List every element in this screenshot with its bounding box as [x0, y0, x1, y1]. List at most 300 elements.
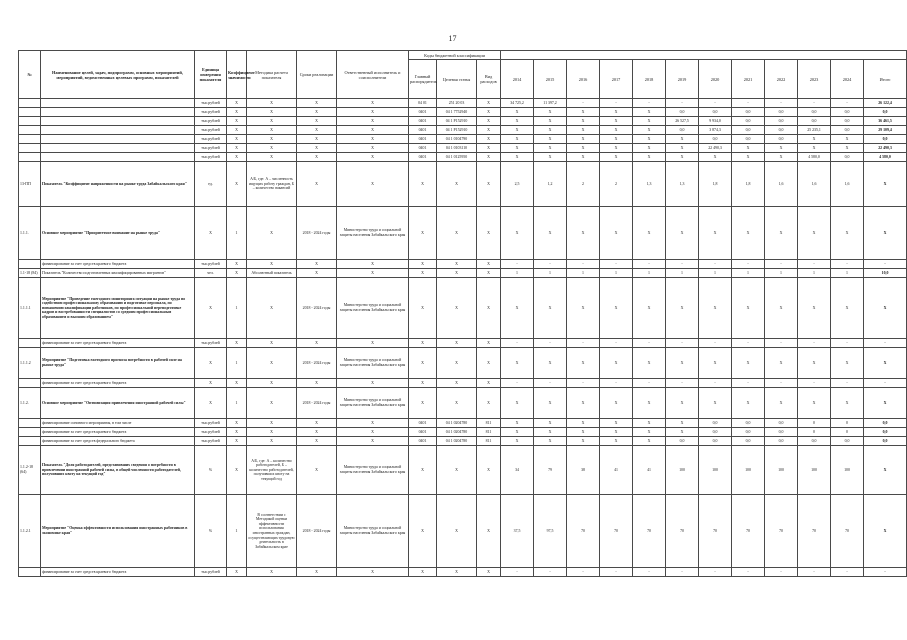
table-cell: - [600, 379, 633, 388]
row-title-cell: Мероприятие "Проведение ежегодного мониторинга ситуации на рынке труда по содействию профессиональному образованию и подготовке персонала, по повышению квалификации работников, по профессиональной переподготовке кадров и востребованности специалистов со средним профессиональным образованием и высшим образованием" [41, 278, 195, 339]
total-cell: 26 122,4 [864, 99, 907, 108]
table-cell [19, 260, 41, 269]
table-cell: X [297, 117, 337, 126]
table-cell: Министерство труда и социальной защиты населения Забайкальского края [337, 278, 409, 339]
table-row [19, 126, 907, 135]
table-cell: X [798, 388, 831, 419]
header-cell-empty [501, 51, 907, 60]
table-cell: X [337, 126, 409, 135]
table-cell: X [409, 260, 437, 269]
table-cell: 0,0 [765, 437, 798, 446]
table-cell: - [534, 260, 567, 269]
table-cell: X [831, 144, 864, 153]
table-cell: X [633, 126, 666, 135]
table-cell: X [501, 388, 534, 419]
total-cell: - [864, 339, 907, 348]
table-cell: - [666, 99, 699, 108]
year-header: 2018 [633, 60, 666, 99]
table-cell: - [534, 339, 567, 348]
table-cell: X [633, 388, 666, 419]
row-title-cell: Показатель "Коэффициент напряженности на рынке труда Забайкальского края" [41, 162, 195, 207]
table-cell: 1,3 [666, 162, 699, 207]
table-cell: X [501, 135, 534, 144]
table-cell: X [227, 135, 247, 144]
table-cell: 0,0 [765, 108, 798, 117]
table-cell: X [477, 339, 501, 348]
table-cell: Министерство труда и социальной защиты населения Забайкальского края [337, 495, 409, 568]
table-cell: X [247, 339, 297, 348]
row-title-cell [41, 108, 195, 117]
table-cell: X [633, 437, 666, 446]
table-cell: 2018 - 2024 годы [297, 348, 337, 379]
header-cell: Ответственный исполнитель и соисполнители [337, 51, 409, 99]
table-cell: X [337, 437, 409, 446]
table-cell [19, 568, 41, 577]
row-title-cell: Основное мероприятие "Приоритетное внимание на рынке труда" [41, 207, 195, 260]
table-cell: X [798, 348, 831, 379]
table-cell: X [477, 269, 501, 278]
table-row [19, 495, 907, 568]
table-cell [19, 153, 41, 162]
table-cell: X [501, 437, 534, 446]
table-cell [19, 437, 41, 446]
table-cell: X [297, 135, 337, 144]
table-cell: X [247, 207, 297, 260]
table-cell [19, 419, 41, 428]
table-cell: - [699, 379, 732, 388]
table-cell: X [247, 388, 297, 419]
table-cell: X [567, 153, 600, 162]
table-cell: X [765, 388, 798, 419]
table-cell: тыс.рублей [195, 135, 227, 144]
table-cell: X [247, 135, 297, 144]
row-title-cell: финансирование за счет средств краевого бюджета [41, 339, 195, 348]
table-cell: 2018 - 2024 годы [297, 207, 337, 260]
table-cell: X [297, 144, 337, 153]
table-cell: X [297, 419, 337, 428]
table-cell: X [227, 379, 247, 388]
table-cell: 04 1 0204780 [437, 428, 477, 437]
table-cell: X [337, 135, 409, 144]
total-cell: X [864, 348, 907, 379]
table-cell: 1 [227, 388, 247, 419]
table-cell: 04 1 0104790 [437, 135, 477, 144]
table-cell: X [247, 108, 297, 117]
table-cell: X [247, 428, 297, 437]
table-cell: 0,0 [666, 126, 699, 135]
total-cell: 0,0 [864, 135, 907, 144]
year-header: 2015 [534, 60, 567, 99]
table-cell: 70 [600, 495, 633, 568]
table-cell: X [699, 207, 732, 260]
table-cell: 70 [567, 495, 600, 568]
table-cell: 0,0 [765, 126, 798, 135]
table-row [19, 260, 907, 269]
table-cell: X [732, 278, 765, 339]
total-cell: - [864, 379, 907, 388]
table-cell: - [831, 99, 864, 108]
table-cell: X [633, 117, 666, 126]
table-cell: X [409, 339, 437, 348]
total-cell: X [864, 446, 907, 495]
table-cell: X [600, 153, 633, 162]
table-cell: % [195, 446, 227, 495]
table-cell: 0,0 [798, 117, 831, 126]
table-cell [19, 428, 41, 437]
year-header: 2014 [501, 60, 534, 99]
table-cell: X [247, 419, 297, 428]
table-cell: - [567, 99, 600, 108]
table-cell: - [534, 568, 567, 577]
table-cell: X [534, 135, 567, 144]
table-cell: X [534, 153, 567, 162]
table-cell: X [501, 153, 534, 162]
table-cell: X [247, 117, 297, 126]
header-cell: Вид расходов [477, 60, 501, 99]
table-cell: X [477, 388, 501, 419]
table-cell: тыс.рублей [195, 419, 227, 428]
table-cell: X [195, 278, 227, 339]
table-cell: X [437, 207, 477, 260]
table-cell: X [437, 388, 477, 419]
table-cell: X [567, 144, 600, 153]
row-title-cell: финансирование за счет средств краевого бюджета [41, 568, 195, 577]
table-cell: - [732, 339, 765, 348]
table-cell: - [732, 99, 765, 108]
table-cell: X [227, 437, 247, 446]
table-cell: 1 [501, 269, 534, 278]
total-cell: X [864, 278, 907, 339]
table-cell: X [477, 568, 501, 577]
header-cell: Единица измерения показателя [195, 51, 227, 99]
table-cell: 0401 [409, 419, 437, 428]
table-cell: X [337, 108, 409, 117]
table-header [19, 51, 907, 99]
table-cell: 100 [765, 446, 798, 495]
table-cell: X [831, 348, 864, 379]
table-cell: 1 [732, 269, 765, 278]
table-cell: X [337, 419, 409, 428]
table-cell: X [600, 278, 633, 339]
table-cell: 79 [534, 446, 567, 495]
table-cell: X [337, 144, 409, 153]
table-cell: 0,0 [765, 135, 798, 144]
table-cell: - [831, 568, 864, 577]
table-cell: X [247, 437, 297, 446]
row-title-cell [41, 144, 195, 153]
table-cell: X [666, 428, 699, 437]
table-cell: X [732, 388, 765, 419]
table-cell: X [765, 207, 798, 260]
table-cell: 70 [666, 495, 699, 568]
row-title-cell: финансирование основного мероприятия, в том числе [41, 419, 195, 428]
table-row [19, 446, 907, 495]
table-row [19, 117, 907, 126]
table-cell: X [437, 339, 477, 348]
table-cell: 0401 [409, 153, 437, 162]
row-title-cell [41, 126, 195, 135]
table-cell: 1,6 [798, 162, 831, 207]
table-cell: 1 [227, 495, 247, 568]
header-cell: Наименование целей, задач, подпрограмм, основных мероприятий, мероприятий, ведомственных целевых программ, показателей [41, 51, 195, 99]
table-cell: X [247, 379, 297, 388]
row-title-cell: Основное мероприятие "Оптимизация привлечения иностранной рабочей силы" [41, 388, 195, 419]
table-cell: 1 [666, 269, 699, 278]
table-cell: 70 [699, 495, 732, 568]
table-cell: - [666, 568, 699, 577]
year-header: 2016 [567, 60, 600, 99]
table-cell: - [699, 568, 732, 577]
table-cell: ед. [195, 162, 227, 207]
table-cell: X [567, 278, 600, 339]
table-cell: X [732, 153, 765, 162]
row-title-cell: Мероприятие "Оценка эффективности использования иностранных работников в экономике края" [41, 495, 195, 568]
table-cell: 1.1.2.1 [19, 495, 41, 568]
table-cell: 70 [831, 495, 864, 568]
table-cell: X [666, 348, 699, 379]
table-cell: - [567, 260, 600, 269]
table-cell: X [297, 269, 337, 278]
table-cell: X [247, 348, 297, 379]
table-cell: X [501, 108, 534, 117]
table-cell: 0,0 [666, 108, 699, 117]
row-title-cell [41, 153, 195, 162]
table-cell: X [227, 117, 247, 126]
table-cell: 1 [699, 269, 732, 278]
table-cell: X [247, 126, 297, 135]
row-title-cell: финансирование за счет средств краевого бюджета [41, 260, 195, 269]
table-cell: X [501, 126, 534, 135]
table-cell: - [798, 99, 831, 108]
table-cell: 811 [477, 437, 501, 446]
table-cell: - [633, 379, 666, 388]
table-cell: 1,6 [765, 162, 798, 207]
table-cell: X [477, 278, 501, 339]
table-row [19, 162, 907, 207]
row-title-cell: Показатель "Доля работодателей, представивших сведения о потребности в привлечении иностранной рабочей силы, в общей численности работодателей, получивших квоту на текущий год" [41, 446, 195, 495]
total-cell: - [864, 568, 907, 577]
table-cell: 0,0 [732, 135, 765, 144]
table-cell: 0401 [409, 428, 437, 437]
header-cell: № [19, 51, 41, 99]
table-cell: - [765, 379, 798, 388]
table-cell: 0,0 [732, 419, 765, 428]
year-header: 2020 [699, 60, 732, 99]
table-cell: - [501, 379, 534, 388]
table-cell: X [534, 388, 567, 419]
total-cell: 0,0 [864, 108, 907, 117]
table-cell: - [732, 568, 765, 577]
table-cell: X [437, 269, 477, 278]
table-cell: 1 [227, 348, 247, 379]
table-cell: 0401 [409, 144, 437, 153]
table-cell: X [337, 568, 409, 577]
table-cell: X [501, 207, 534, 260]
table-cell: 22 490,3 [699, 144, 732, 153]
table-cell: 2018 - 2024 годы [297, 495, 337, 568]
table-cell: X [732, 348, 765, 379]
table-cell: 100 [798, 446, 831, 495]
table-cell: X [732, 207, 765, 260]
table-cell: X [567, 437, 600, 446]
table-cell: X [633, 419, 666, 428]
table-cell: X [567, 135, 600, 144]
table-cell: X [567, 419, 600, 428]
table-cell: 0 [831, 419, 864, 428]
table-cell: чел. [195, 269, 227, 278]
table-cell: X [337, 428, 409, 437]
table-cell: X [477, 153, 501, 162]
table-cell: 70 [798, 495, 831, 568]
row-title-cell: финансирование за счет средств федерального бюджета [41, 437, 195, 446]
table-cell: X [297, 153, 337, 162]
table-cell: 34 [501, 446, 534, 495]
table-cell: X [337, 260, 409, 269]
table-cell: 2 [567, 162, 600, 207]
table-cell: 04 1 P152910 [437, 117, 477, 126]
table-cell: 1.1-18 (84) [19, 269, 41, 278]
table-cell: X [501, 117, 534, 126]
table-cell: X [297, 260, 337, 269]
table-cell: X [534, 144, 567, 153]
table-cell: 0,0 [831, 437, 864, 446]
table-cell: - [831, 260, 864, 269]
table-cell: А/Б, где: А – количество работодателей, Б – количество работодателей, получивших квоту на текущий год [247, 446, 297, 495]
table-cell: X [227, 428, 247, 437]
table-cell: 0,0 [699, 437, 732, 446]
program-table-container [18, 50, 892, 577]
table-cell: X [567, 388, 600, 419]
table-cell: X [765, 144, 798, 153]
table-cell: X [477, 144, 501, 153]
table-cell: X [633, 348, 666, 379]
table-cell: тыс.рублей [195, 437, 227, 446]
total-cell: X [864, 162, 907, 207]
header-cell: Целевая статья [437, 60, 477, 99]
table-cell: А/Б, где: А – численность ищущих работу граждан, Б – количество вакансий [247, 162, 297, 207]
table-cell: X [534, 419, 567, 428]
table-cell: X [477, 162, 501, 207]
table-cell: X [798, 144, 831, 153]
table-cell: X [437, 446, 477, 495]
table-cell: 811 [477, 428, 501, 437]
row-title-cell [41, 99, 195, 108]
table-cell: X [666, 388, 699, 419]
table-cell: 41 [600, 446, 633, 495]
year-header: 2021 [732, 60, 765, 99]
table-cell: 1.1.1.2 [19, 348, 41, 379]
table-cell: 0 [798, 428, 831, 437]
table-cell: X [567, 126, 600, 135]
table-cell: X [567, 348, 600, 379]
table-cell: X [337, 117, 409, 126]
table-cell: X [297, 568, 337, 577]
table-cell: 1 [600, 269, 633, 278]
table-cell: X [765, 278, 798, 339]
total-cell: 36 461,5 [864, 117, 907, 126]
table-row [19, 348, 907, 379]
table-cell: 13-ПП [19, 162, 41, 207]
table-cell: X [247, 260, 297, 269]
table-cell: X [297, 437, 337, 446]
table-cell: тыс.рублей [195, 99, 227, 108]
table-cell: X [600, 419, 633, 428]
table-cell: 251 20 03 [437, 99, 477, 108]
header-cell: Сроки реализации [297, 51, 337, 99]
table-cell: X [227, 260, 247, 269]
table-cell: X [501, 419, 534, 428]
total-cell: 0,0 [864, 437, 907, 446]
table-cell: X [534, 126, 567, 135]
table-cell: X [699, 278, 732, 339]
table-row [19, 437, 907, 446]
table-cell: - [600, 99, 633, 108]
table-cell: X [600, 144, 633, 153]
table-cell: X [831, 278, 864, 339]
table-cell: - [501, 260, 534, 269]
table-cell: X [666, 135, 699, 144]
table-cell: В соответствии с Методикой оценки эффективности использования иностранных граждан, осуществляющих трудовую деятельность в Забайкальском крае [247, 495, 297, 568]
table-cell: X [666, 153, 699, 162]
table-cell: - [600, 260, 633, 269]
table-cell: 4 580,0 [798, 153, 831, 162]
table-cell: 0,0 [798, 108, 831, 117]
table-cell: 0,0 [732, 126, 765, 135]
table-row [19, 428, 907, 437]
table-cell: - [765, 260, 798, 269]
table-cell: X [337, 162, 409, 207]
table-cell: 1.1.2-18 (64) [19, 446, 41, 495]
row-title-cell [41, 135, 195, 144]
table-cell: X [227, 99, 247, 108]
table-cell: 37,5 [501, 495, 534, 568]
table-cell: X [409, 207, 437, 260]
table-cell: X [600, 117, 633, 126]
header-cell: Коэффициент значимости [227, 51, 247, 99]
table-cell: X [437, 348, 477, 379]
table-cell: X [477, 207, 501, 260]
table-cell: X [247, 99, 297, 108]
table-cell [19, 99, 41, 108]
table-row [19, 339, 907, 348]
table-cell: 97,5 [534, 495, 567, 568]
table-cell: X [534, 348, 567, 379]
table-body [19, 99, 907, 577]
table-cell: 1 [227, 278, 247, 339]
table-cell: X [477, 108, 501, 117]
table-cell: 100 [831, 446, 864, 495]
table-cell: X [247, 568, 297, 577]
table-cell: тыс.рублей [195, 126, 227, 135]
table-cell: X [477, 117, 501, 126]
year-header: 2019 [666, 60, 699, 99]
table-cell: - [798, 339, 831, 348]
table-cell: X [600, 126, 633, 135]
table-cell: - [600, 339, 633, 348]
table-cell: 0,0 [699, 428, 732, 437]
table-cell: X [297, 339, 337, 348]
table-cell: X [297, 162, 337, 207]
table-cell: 2018 - 2024 годы [297, 278, 337, 339]
table-cell: X [195, 388, 227, 419]
table-cell: X [477, 126, 501, 135]
table-cell: 0401 [409, 135, 437, 144]
table-cell: X [633, 153, 666, 162]
table-cell: - [633, 260, 666, 269]
table-cell: X [633, 428, 666, 437]
table-cell: - [567, 339, 600, 348]
table-cell: 0,0 [732, 117, 765, 126]
